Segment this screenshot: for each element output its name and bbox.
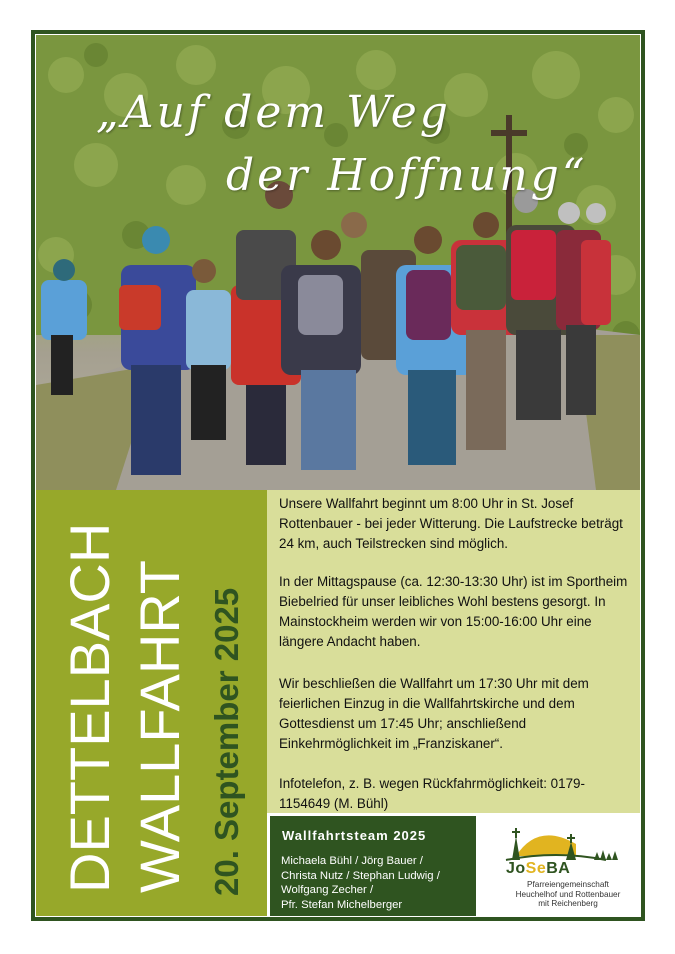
team-members xyxy=(281,854,476,912)
paragraph-phone: Infotelefon, z. B. wegen Rückfahrmöglichkeit: 0179-1154649 (M. Bühl) xyxy=(279,776,585,811)
paragraph-lunch: In der Mittagspause (ca. 12:30-13:30 Uhr) ist im Sportheim Biebelried für unser leibliches Wohl bestens gesorgt. In Mainstockheim werden wir von 15:00-16:00 Uhr eine längere Andacht haben. xyxy=(279,574,628,649)
paragraph-start: Unsere Wallfahrt beginnt um 8:00 Uhr in St. Josef Rottenbauer - bei jeder Witterung. Die Laufstrecke beträgt 24 km, auch Teilstrecken sind möglich. xyxy=(279,496,623,551)
headline-line-1: „Auf dem Weg xyxy=(96,87,451,138)
logo-subtitle xyxy=(498,880,638,909)
logo-wordmark: JoSeBA xyxy=(506,860,571,877)
team-line: Christa Nutz / Stephan Ludwig / xyxy=(281,869,440,882)
headline-line-2: der Hoffnung“ xyxy=(226,150,588,201)
vertical-title-wallfahrt: WALLFAHRT xyxy=(128,560,191,893)
team-line: Pfr. Stefan Michelberger xyxy=(281,898,403,911)
pilgrims-photo xyxy=(36,35,640,490)
logo-sub-line: Pfarreiengemeinschaft xyxy=(527,880,609,889)
team-panel xyxy=(270,816,476,916)
vertical-title-dettelbach: DETTELBACH xyxy=(58,522,121,893)
team-line: Michaela Bühl / Jörg Bauer / xyxy=(281,855,423,867)
logo-sub-line: mit Reichenberg xyxy=(538,899,598,908)
info-text-block xyxy=(267,490,640,813)
joseba-logo xyxy=(476,816,640,916)
paragraph-end: Wir beschließen die Wallfahrt um 17:30 Uhr mit dem feierlichen Einzug in die Wallfahrtskirche und dem Gottesdienst um 17:45 Uhr; anschließend Einkehrmöglichkeit im „Franziskaner“. xyxy=(279,676,589,751)
team-line: Wolfgang Zecher / xyxy=(281,884,374,896)
vertical-date: 20. September 2025 xyxy=(208,587,245,896)
logo-sub-line: Heuchelhof und Rottenbauer xyxy=(515,889,621,899)
team-title: Wallfahrtsteam 2025 xyxy=(282,828,427,843)
